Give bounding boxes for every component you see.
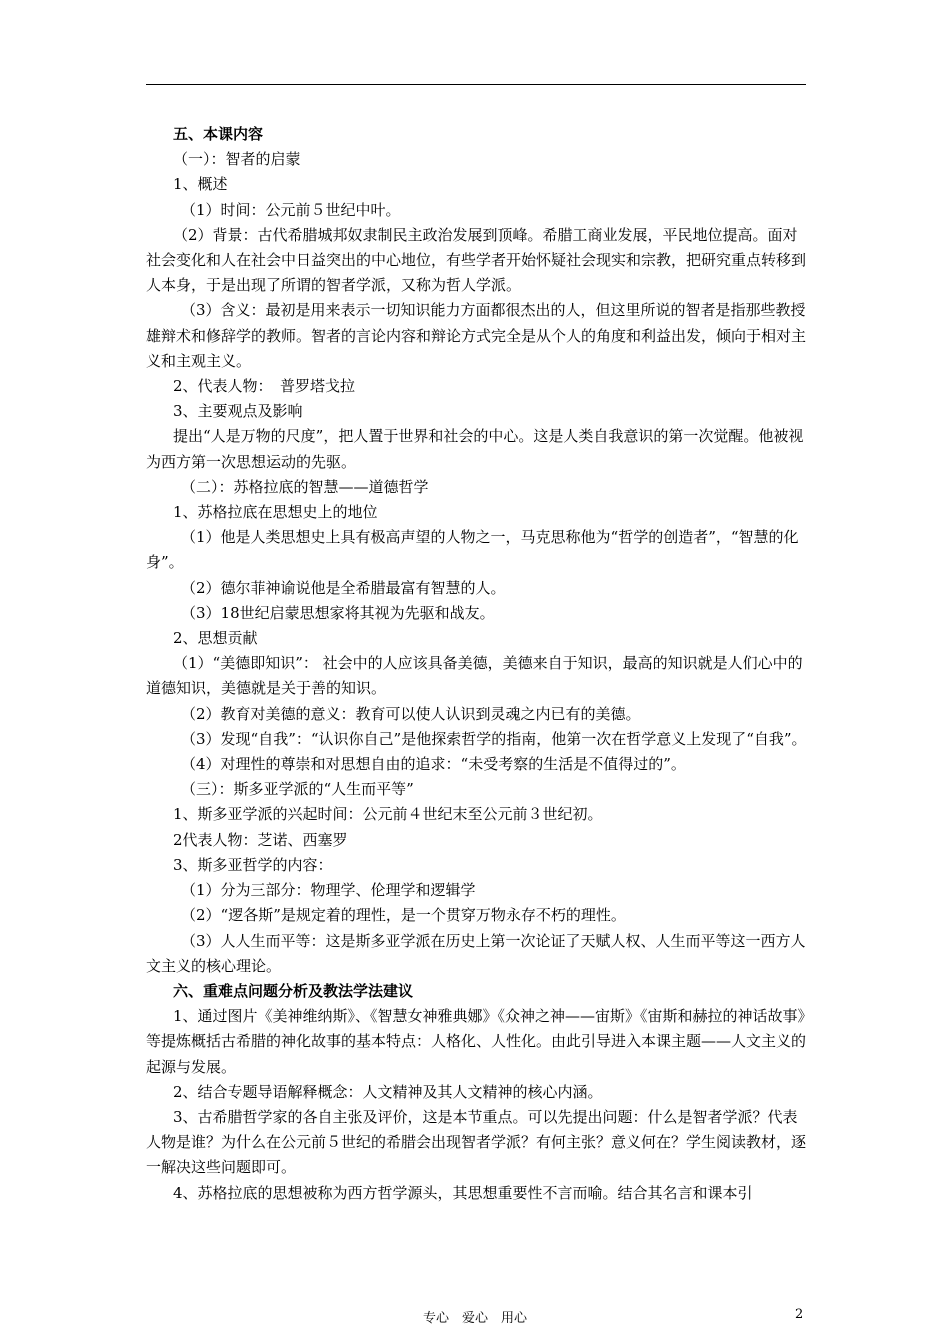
paragraph-suggestion-3: 3、古希腊哲学家的各自主张及评价，这是本节重点。可以先提出问题：什么是智者学派？代表人物是谁？为什么在公元前５世纪的希腊会出现智者学派？有何主张？意义何在？学生阅读教材，逐一解决这些问题即可。 [146, 1107, 807, 1177]
header-rule [146, 84, 806, 85]
paragraph-contribution-3: （3）发现“自我”：“认识你自己”是他探索哲学的指南，他第一次在哲学意义上发现了“自我”。 [181, 729, 807, 748]
paragraph-stoic-3: （3）人人生而平等：这是斯多亚学派在历史上第一次论证了天赋人权、人生而平等这一西方人文主义的核心理论。 [146, 931, 806, 975]
paragraph-status-1: （1）他是人类思想史上具有极高声望的人物之一，马克思称他为“哲学的创造者”，“智慧的化身”。 [146, 528, 799, 572]
item-representative: 2、代表人物： 普罗塔戈拉 [173, 377, 356, 396]
item-stoic-2: （2）“逻各斯”是规定着的理性，是一个贯穿万物永存不朽的理性。 [181, 906, 626, 925]
footer-text: 专心 爱心 用心 [422, 1311, 527, 1326]
paragraph-background: （2）背景：古代希腊城邦奴隶制民主政治发展到顶峰。希腊工商业发展，平民地位提高。面对社会变化和人在社会中日益突出的中心地位，有些学者开始怀疑社会现实和宗教，把研究重点转移到人本身，于是出现了所谓的智者学派，又称为哲人学派。 [146, 225, 807, 295]
item-contribution-4: （4）对理性的尊崇和对思想自由的追求：“未受考察的生活是不值得过的”。 [181, 755, 686, 774]
subsection-heading-1: （一）：智者的启蒙 [173, 150, 301, 169]
item-status: 1、苏格拉底在思想史上的地位 [173, 503, 378, 522]
item-viewpoints: 3、主要观点及影响 [173, 402, 303, 421]
item-overview: 1、概述 [173, 175, 228, 194]
paragraph-suggestion-1: 1、通过图片《美神维纳斯》、《智慧女神雅典娜》《众神之神——宙斯》《宙斯和赫拉的神话故事》等提炼概括古希腊的神化故事的基本特点：人格化、人性化。由此引导进入本课主题——人文主义的起源与发展。 [146, 1007, 807, 1076]
item-contribution-2: （2）教育对美德的意义：教育可以使人认识到灵魂之内已有的美德。 [181, 704, 641, 723]
item-stoic-content: 3、斯多亚哲学的内容： [173, 855, 333, 874]
section-heading-6: 六、重难点问题分析及教法学法建议 [173, 981, 414, 1000]
paragraph-meaning: （3）含义：最初是用来表示一切知识能力方面都很杰出的人，但这里所说的智者是指那些教授雄辩术和修辞学的教师。智者的言论内容和辩论方式完全是从个人的角度和利益出发，倾向于相对主义和主观主义。 [146, 301, 807, 370]
item-stoic-representative: 2代表人物：芝诺、西塞罗 [173, 830, 348, 849]
document-body [146, 122, 808, 1206]
item-status-2: （2）德尔菲神谕说他是全希腊最富有智慧的人。 [181, 578, 506, 597]
subsection-heading-3: （三）：斯多亚学派的“人生而平等” [181, 780, 414, 799]
item-time: （1）时间：公元前５世纪中叶。 [181, 200, 401, 219]
item-status-3: （3）18世纪启蒙思想家将其视为先驱和战友。 [181, 603, 495, 622]
page-number: 2 [795, 1307, 804, 1322]
item-contribution: 2、思想贡献 [173, 629, 258, 648]
section-heading-5: 五、本课内容 [173, 125, 264, 143]
item-suggestion-4: 4、苏格拉底的思想被称为西方哲学源头，其思想重要性不言而喻。结合其名言和课本引 [173, 1183, 753, 1202]
paragraph-contribution-1: （1）“美德即知识”： 社会中的人应该具备美德，美德来自于知识，最高的知识就是人们心中的道德知识，美德就是关于善的知识。 [146, 654, 803, 698]
item-stoic-time: 1、斯多亚学派的兴起时间：公元前４世纪末至公元前３世纪初。 [173, 805, 603, 824]
item-stoic-1: （1）分为三部分：物理学、伦理学和逻辑学 [181, 881, 476, 900]
subsection-heading-2: （二）：苏格拉底的智慧——道德哲学 [181, 477, 429, 496]
item-suggestion-2: 2、结合专题导语解释概念：人文精神及其人文精神的核心内涵。 [173, 1082, 603, 1101]
paragraph-viewpoints: 提出“人是万物的尺度”，把人置于世界和社会的中心。这是人类自我意识的第一次觉醒。他被视为西方第一次思想运动的先驱。 [146, 427, 804, 471]
